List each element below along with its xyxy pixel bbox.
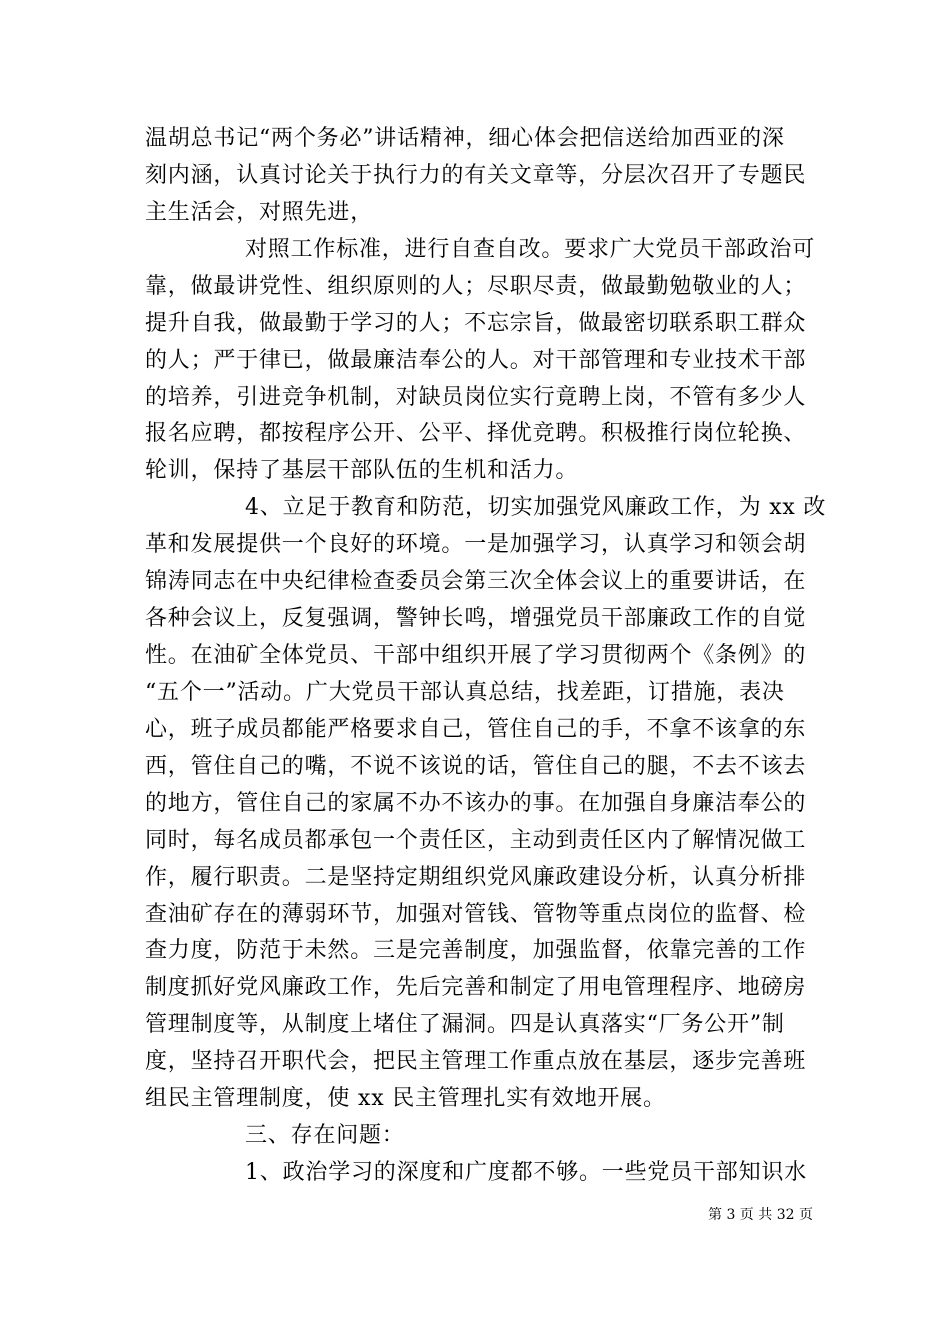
text-line: 度，坚持召开职代会，把民主管理工作重点放在基层，逐步完善班 [145,1049,807,1074]
text-line: 4、立足于教育和防范，切实加强党风廉政工作，为 xx 改 [245,495,827,520]
text-line: 刻内涵，认真讨论关于执行力的有关文章等，分层次召开了专题民 [145,163,807,188]
text-line: 提升自我，做最勤于学习的人；不忘宗旨，做最密切联系职工群众 [145,311,807,336]
text-line: 管理制度等，从制度上堵住了漏洞。四是认真落实“厂务公开”制 [145,1012,785,1037]
text-line: 主生活会，对照先进， [145,200,374,225]
page-number: 第 3 页 共 32 页 [708,1207,813,1223]
text-line: 的地方，管住自己的家属不办不该办的事。在加强自身廉洁奉公的 [145,791,807,816]
text-line: 同时，每名成员都承包一个责任区，主动到责任区内了解情况做工 [145,828,807,853]
text-line: 组民主管理制度，使 xx 民主管理扎实有效地开展。 [145,1086,666,1111]
text-line: 轮训，保持了基层干部队伍的生机和活力。 [145,458,579,483]
text-line: 的培养，引进竞争机制，对缺员岗位实行竟聘上岗，不管有多少人 [145,385,807,410]
text-line: 靠，做最讲党性、组织原则的人；尽职尽责，做最勤勉敬业的人； [145,274,807,299]
text-line: 各种会议上，反复强调，警钟长鸣，增强党员干部廉政工作的自觉 [145,606,807,631]
text-line: 性。在油矿全体党员、干部中组织开展了学习贯彻两个《条例》的 [145,643,807,668]
text-line: “五个一”活动。广大党员干部认真总结，找差距，订措施，表决 [145,680,785,705]
text-line: 的人；严于律已，做最廉洁奉公的人。对干部管理和专业技术干部 [145,348,807,373]
text-line: 温胡总书记“两个务必”讲话精神，细心体会把信送给加西亚的深 [145,126,785,151]
text-line: 查力度，防范于未然。三是完善制度，加强监督，依靠完善的工作 [145,938,807,963]
text-line: 对照工作标准，进行自查自改。要求广大党员干部政治可 [245,237,816,262]
text-line: 西，管住自己的嘴，不说不该说的话，管住自己的腿，不去不该去 [145,754,807,779]
text-line: 1、政治学习的深度和广度都不够。一些党员干部知识水 [245,1160,807,1185]
text-line: 制度抓好党风廉政工作，先后完善和制定了用电管理程序、地磅房 [145,975,807,1000]
text-line: 作，履行职责。二是坚持定期组织党风廉政建设分析，认真分析排 [145,865,807,890]
text-line: 锦涛同志在中央纪律检查委员会第三次全体会议上的重要讲话，在 [145,569,807,594]
text-line: 革和发展提供一个良好的环境。一是加强学习，认真学习和领会胡 [145,532,807,557]
text-line: 心，班子成员都能严格要求自己，管住自己的手，不拿不该拿的东 [145,717,807,742]
text-line: 查油矿存在的薄弱环节，加强对管钱、管物等重点岗位的监督、检 [145,902,807,927]
text-line: 报名应聘，都按程序公开、公平、择优竞聘。积极推行岗位轮换、 [145,421,807,446]
text-line: 三、存在问题： [245,1123,405,1148]
